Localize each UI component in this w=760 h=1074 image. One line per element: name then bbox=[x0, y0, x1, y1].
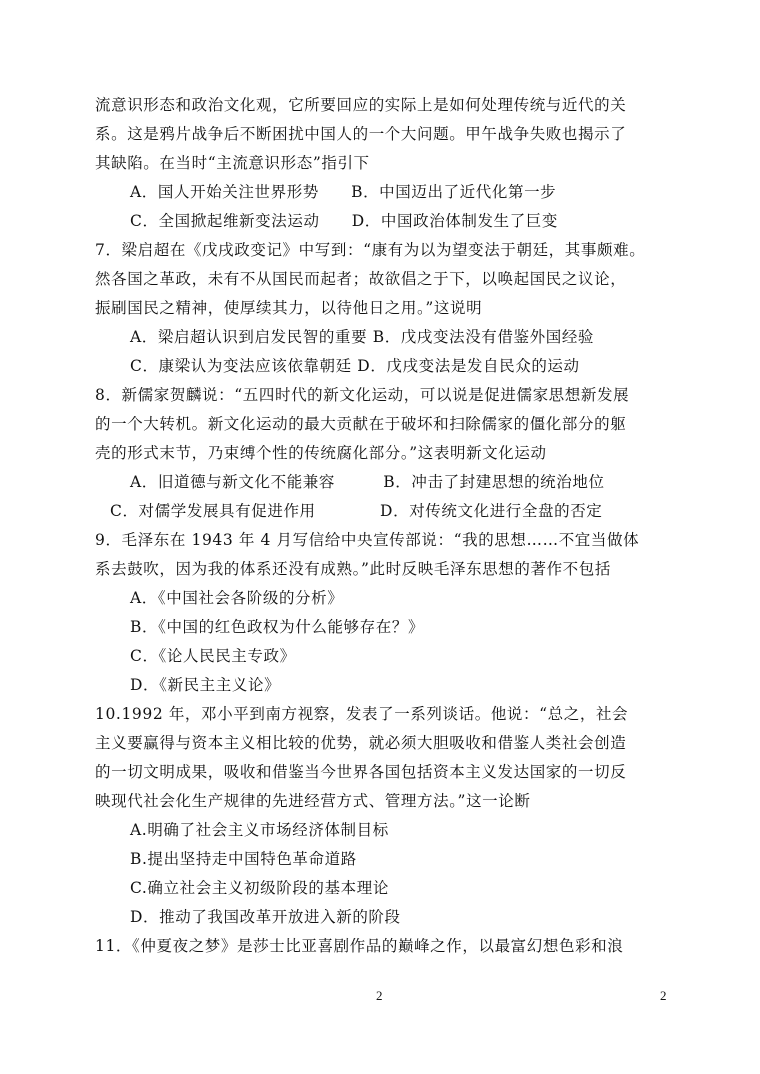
page-number-right: 2 bbox=[660, 988, 667, 1003]
option-line: D．《新民主主义论》 bbox=[130, 676, 281, 694]
option-line: B.提出坚持走中国特色革命道路 bbox=[130, 850, 357, 868]
text-line: 流意识形态和政治文化观，它所要回应的实际上是如何处理传统与近代的关 bbox=[95, 96, 627, 114]
option-line: B．《中国的红色政权为什么能够存在？》 bbox=[130, 618, 425, 636]
question-10: 10.1992 年，邓小平到南方视察，发表了一系列谈话。他说：“总之，社会 bbox=[95, 705, 629, 723]
text-line: 系去鼓吹，因为我的体系还没有成熟。”此时反映毛泽东思想的著作不包括 bbox=[95, 560, 611, 578]
option-line: D．推动了我国改革开放进入新的阶段 bbox=[130, 908, 401, 926]
text-line: 的一切文明成果，吸收和借鉴当今世界各国包括资本主义发达国家的一切反 bbox=[95, 763, 627, 781]
option-line: A．梁启超认识到启发民智的重要 B．戊戌变法没有借鉴外国经验 bbox=[130, 328, 595, 346]
option-line: C．全国掀起维新变法运动 D．中国政治体制发生了巨变 bbox=[130, 212, 558, 230]
page-number-left: 2 bbox=[376, 988, 383, 1003]
question-9: 9．毛泽东在 1943 年 4 月写信给中央宣传部说：“我的思想……不宜当做体 bbox=[95, 531, 640, 549]
text-line: 振刷国民之精神，使厚续其力，以待他日之用。”这说明 bbox=[95, 299, 483, 317]
option-line: C．《论人民民主专政》 bbox=[130, 647, 296, 665]
text-line: 映现代社会化生产规律的先进经营方式、管理方法。”这一论断 bbox=[95, 792, 531, 810]
question-11: 11．《仲夏夜之梦》是莎士比亚喜剧作品的巅峰之作，以最富幻想色彩和浪 bbox=[95, 937, 624, 955]
option-line: C.确立社会主义初级阶段的基本理论 bbox=[130, 879, 389, 897]
text-line: 的一个大转机。新文化运动的最大贡献在于破坏和扫除儒家的僵化部分的躯 bbox=[95, 415, 627, 433]
option-line: C．对儒学发展具有促进作用 D．对传统文化进行全盘的否定 bbox=[110, 502, 603, 520]
text-line: 主义要赢得与资本主义相比较的优势，就必须大胆吸收和借鉴人类社会创造 bbox=[95, 734, 627, 752]
option-line: A．国人开始关注世界形势 B．中国迈出了近代化第一步 bbox=[130, 183, 557, 201]
question-8: 8．新儒家贺麟说：“五四时代的新文化运动，可以说是促进儒家思想新发展 bbox=[95, 386, 630, 404]
option-line: A.明确了社会主义市场经济体制目标 bbox=[130, 821, 389, 839]
option-line: A．旧道德与新文化不能兼容 B．冲击了封建思想的统治地位 bbox=[130, 473, 605, 491]
text-line: 然各国之革政，未有不从国民而起者；故欲倡之于下，以唤起国民之议论， bbox=[95, 270, 627, 288]
text-line: 壳的形式末节，乃束缚个性的传统腐化部分。”这表明新文化运动 bbox=[95, 444, 547, 462]
text-line: 其缺陷。在当时“主流意识形态”指引下 bbox=[95, 154, 370, 172]
question-7: 7．梁启超在《戊戌政变记》中写到：“康有为以为望变法于朝廷，其事颇难。 bbox=[95, 241, 646, 259]
option-line: C．康梁认为变法应该依靠朝廷 D．戊戌变法是发自民众的运动 bbox=[130, 357, 580, 375]
text-line: 系。这是鸦片战争后不断困扰中国人的一个大问题。甲午战争失败也揭示了 bbox=[95, 125, 627, 143]
option-line: A．《中国社会各阶级的分析》 bbox=[130, 589, 344, 607]
